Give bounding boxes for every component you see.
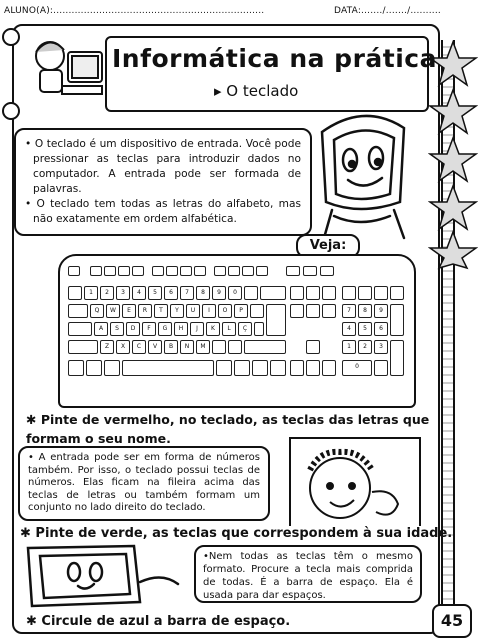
number-key[interactable]: 3 [116, 286, 130, 300]
number-key[interactable]: 6 [164, 286, 178, 300]
key[interactable] [228, 340, 242, 354]
letter-key[interactable]: K [206, 322, 220, 336]
star-decoration [428, 40, 478, 270]
letter-key[interactable]: O [218, 304, 232, 318]
key[interactable] [358, 286, 372, 300]
function-key[interactable] [166, 266, 178, 276]
altgr-key[interactable] [216, 360, 232, 376]
letter-key[interactable]: M [196, 340, 210, 354]
binder-hole [2, 102, 20, 120]
number-key[interactable]: 5 [148, 286, 162, 300]
backspace-key[interactable] [260, 286, 286, 300]
letter-key[interactable]: Y [170, 304, 184, 318]
page-up-key[interactable] [322, 286, 336, 300]
numpad-key[interactable]: 4 [342, 322, 356, 336]
number-key[interactable]: 4 [132, 286, 146, 300]
letter-key[interactable]: T [154, 304, 168, 318]
monitor-character-illustration [304, 98, 416, 244]
insert-key[interactable] [290, 286, 304, 300]
arrow-down-key[interactable] [306, 360, 320, 376]
key[interactable] [390, 286, 404, 300]
number-key[interactable]: 2 [100, 286, 114, 300]
ctrl-key[interactable] [270, 360, 286, 376]
number-key[interactable]: 1 [84, 286, 98, 300]
letter-key[interactable]: Ç [238, 322, 252, 336]
instruction-3: ✱ Circule de azul a barra de espaço. [26, 614, 291, 629]
function-key[interactable] [256, 266, 268, 276]
numpad-key[interactable]: 3 [374, 340, 388, 354]
child-illustration [280, 430, 430, 530]
print-screen-key[interactable] [286, 266, 300, 276]
page-title: Informática na prática [112, 44, 437, 73]
letter-key[interactable]: U [186, 304, 200, 318]
menu-key[interactable] [252, 360, 268, 376]
numpad-key[interactable]: 1 [342, 340, 356, 354]
key[interactable] [254, 322, 264, 336]
enter-key[interactable] [266, 304, 286, 336]
key[interactable] [250, 304, 264, 318]
function-key[interactable] [214, 266, 226, 276]
arrow-left-key[interactable] [290, 360, 304, 376]
binder-hole [2, 28, 20, 46]
letter-key[interactable]: J [190, 322, 204, 336]
letter-key[interactable]: G [158, 322, 172, 336]
letter-key[interactable]: P [234, 304, 248, 318]
letter-key[interactable]: D [126, 322, 140, 336]
number-key[interactable]: 8 [196, 286, 210, 300]
numpad-decimal-key[interactable] [374, 360, 388, 376]
scroll-lock-key[interactable] [303, 266, 317, 276]
arrow-up-key[interactable] [306, 340, 320, 354]
key[interactable] [68, 286, 82, 300]
num-lock-key[interactable] [342, 286, 356, 300]
windows-key[interactable] [86, 360, 102, 376]
function-key[interactable] [132, 266, 144, 276]
instruction-1: ✱ Pinte de vermelho, no teclado, as teclas das letras que formam o seu nome. [26, 412, 430, 446]
intro-paragraph-1: • O teclado é um dispositivo de entrada. Você pode pressionar as teclas para introduzir dados no computador. A entrada pode ser formada de palavras. [25, 138, 301, 195]
number-key[interactable]: 9 [212, 286, 226, 300]
page-down-key[interactable] [322, 304, 336, 318]
date-line: DATA:......./......./.......... [334, 6, 441, 16]
number-key[interactable]: 7 [180, 286, 194, 300]
end-key[interactable] [306, 304, 320, 318]
numpad-key[interactable]: 0 [342, 360, 372, 376]
function-key[interactable] [194, 266, 206, 276]
numpad-key[interactable]: 9 [374, 304, 388, 318]
letter-key[interactable]: Z [100, 340, 114, 354]
veja-label: Veja: [296, 234, 360, 258]
intro-paragraph-2: • O teclado tem todas as letras do alfabeto, mas não exatamente em ordem alfabética. [25, 198, 301, 225]
numpad-enter-key[interactable] [390, 340, 404, 376]
home-key[interactable] [306, 286, 320, 300]
page-number: 45 [432, 604, 472, 638]
key[interactable] [374, 286, 388, 300]
student-name-line: ALUNO(A):..................................................................... [4, 6, 265, 16]
boy-computer-illustration [22, 34, 108, 104]
function-key[interactable] [118, 266, 130, 276]
spacebar-key[interactable] [122, 360, 214, 376]
letter-key[interactable]: Q [90, 304, 104, 318]
monitor-character-illustration [22, 542, 182, 610]
letter-key[interactable]: L [222, 322, 236, 336]
delete-key[interactable] [290, 304, 304, 318]
letter-key[interactable]: H [174, 322, 188, 336]
ctrl-key[interactable] [68, 360, 84, 376]
keyboard-illustration [58, 254, 416, 408]
instruction-2: ✱ Pinte de verde, as teclas que correspondem à sua idade. [20, 526, 453, 541]
number-key[interactable]: 0 [228, 286, 242, 300]
pause-key[interactable] [320, 266, 334, 276]
numpad-key[interactable]: 2 [358, 340, 372, 354]
letter-key[interactable]: F [142, 322, 156, 336]
letter-key[interactable]: C [132, 340, 146, 354]
letter-key[interactable]: N [180, 340, 194, 354]
letter-key[interactable]: V [148, 340, 162, 354]
letter-key[interactable]: S [110, 322, 124, 336]
page-subtitle: ▸ O teclado [214, 82, 299, 100]
letter-key[interactable]: W [106, 304, 120, 318]
key[interactable] [244, 286, 258, 300]
letter-key[interactable]: R [138, 304, 152, 318]
right-shift-key[interactable] [244, 340, 286, 354]
letter-key[interactable]: X [116, 340, 130, 354]
spacebar-textbox: •Nem todas as teclas têm o mesmo formato. Procure a tecla mais comprida de todas. É a barra de espaço. Ela é usada para dar espaços. [194, 545, 422, 603]
esc-key[interactable] [68, 266, 80, 276]
numpad-key[interactable]: 8 [358, 304, 372, 318]
numpad-key[interactable]: 5 [358, 322, 372, 336]
windows-key[interactable] [234, 360, 250, 376]
numpad-plus-key[interactable] [390, 304, 404, 336]
function-key[interactable] [242, 266, 254, 276]
tab-key[interactable] [68, 304, 88, 318]
numpad-key[interactable]: 7 [342, 304, 356, 318]
left-shift-key[interactable] [68, 340, 98, 354]
function-key[interactable] [152, 266, 164, 276]
key[interactable] [212, 340, 226, 354]
numbers-textbox: • A entrada pode ser em forma de números também. Por isso, o teclado possui teclas de números. Elas ficam na fileira acima das teclas de letras ou também formam um conjunto no lado direito do teclado. [18, 446, 270, 521]
letter-key[interactable]: E [122, 304, 136, 318]
caps-lock-key[interactable] [68, 322, 92, 336]
function-key[interactable] [228, 266, 240, 276]
letter-key[interactable]: A [94, 322, 108, 336]
letter-key[interactable]: I [202, 304, 216, 318]
numpad-key[interactable]: 6 [374, 322, 388, 336]
alt-key[interactable] [104, 360, 120, 376]
letter-key[interactable]: B [164, 340, 178, 354]
arrow-right-key[interactable] [322, 360, 336, 376]
intro-textbox [14, 128, 312, 236]
function-key[interactable] [90, 266, 102, 276]
function-key[interactable] [180, 266, 192, 276]
function-key[interactable] [104, 266, 116, 276]
